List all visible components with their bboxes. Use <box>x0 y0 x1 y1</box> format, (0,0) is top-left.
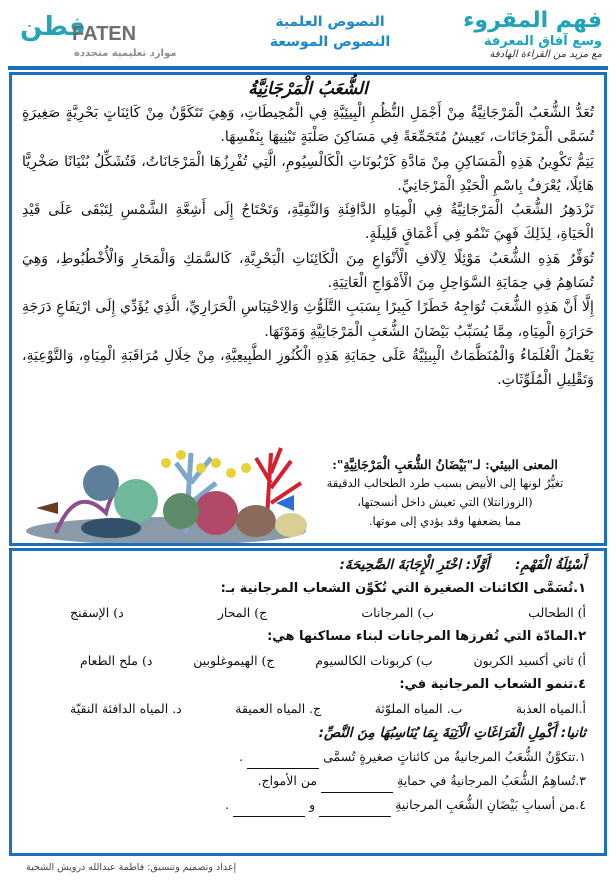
brand-block <box>463 8 602 60</box>
brand-subtitle: وسع آفاق المعرفة <box>483 34 602 49</box>
credits: إعداد وتصميم وتنسيق: فاطمة عبدالله درويش الشحية <box>26 862 237 873</box>
passage-title: الشُّعَبُ الْمَرْجَانِيَّةُ <box>248 79 368 99</box>
fill-item-3 <box>30 769 586 793</box>
answer-blank[interactable] <box>319 803 391 817</box>
fill-text: ١.تتكوَّنُ الشُّعَبُ المرجانيةُ من كائناتٍ صغيرةٍ تُسمَّى <box>323 749 586 764</box>
faten-logo <box>20 6 177 62</box>
paragraph: يَعْمَلُ الْعُلَمَاءُ وَالْمُنَظَّمَاتُ الْبِيئِيَّةُ عَلَى حِمَايَةِ هَذِهِ الْكُنُوزِ الطَّبِيعِيَّةِ، مِنْ خِلَالِ مُرَاقَبَةِ الْمِيَاهِ، وَالتَّوْعِيَةِ، وَتَقْلِيلِ الْمُلَوِّثَاتِ. <box>22 347 594 389</box>
paragraph: إِلَّا أَنَّ هَذِهِ الشُّعَبَ تُوَاجِهُ خَطَرًا كَبِيرًا بِسَبَبِ التَّلَوُّثِ وَالِاحْتِبَاسِ الْحَرَارِيِّ، الَّذِي يُؤَدِّي إِلَى ارْتِفَاعِ دَرَجَةِ حَرَارَةِ الْمِيَاهِ، مِمَّا يُسَبِّبُ بَيْضَانَ الشُّعَبِ الْمَرْجَانِيَّةِ وَمَوْتَهَا. <box>22 299 594 340</box>
option[interactable]: ج) الهيموغلوبين <box>193 653 275 668</box>
page-header <box>0 0 616 68</box>
passage-text <box>12 101 604 393</box>
option[interactable]: ب) كربونات الكالسيوم <box>315 653 433 668</box>
faten-logo-latin: FATEN <box>72 23 137 45</box>
options-q4 <box>30 697 586 721</box>
question-4: ٤.تنمو الشعاب المرجانية في: <box>399 677 586 692</box>
paragraph: تَزْدَهِرُ الشُّعَبُ الْمَرْجَانِيَّةُ فِي الْمِيَاهِ الدَّافِئَةِ وَالنَّقِيَّةِ، وَتَحْتَاجُ إِلَى أَشِعَّةِ الشَّمْسِ لِتَبْقَى عَلَى قَيْدِ الْحَيَاةِ، لِذَلِكَ فَهِيَ تَنْمُو فِي أَعْمَاقٍ قَلِيلَةٍ. <box>22 202 594 243</box>
options-q1 <box>30 601 586 625</box>
section-label: أَسْئِلَةُ الْفَهْمِ: <box>515 557 586 573</box>
option[interactable]: د. المياه الدافئة النقيّة <box>70 701 182 716</box>
option[interactable]: أ) الطحالب <box>528 605 586 620</box>
part2-label: ثانيا: أَكْمِلِ الْفَرَاغَاتِ الْآتِيَةَ بِمَا يُنَاسِبُهَا مِنَ النَّصِّ: <box>318 725 586 741</box>
answer-blank[interactable] <box>233 803 305 817</box>
meaning-line: تغيُّرُ لونها إلى الأبيض بسبب طرد الطحالب الدقيقة <box>326 476 564 490</box>
fill-item-4 <box>30 793 586 817</box>
fill-item-1 <box>30 745 586 769</box>
meaning-line: مما يضعفها وقد يؤدي إلى موتها. <box>368 514 522 528</box>
option[interactable]: ج) المحار <box>217 605 268 620</box>
fill-text: و <box>309 797 316 812</box>
header-divider <box>8 66 608 70</box>
question-1: ١.تُسَمَّى الكائنات الصغيرة التي تُكَوِّن الشعاب المرجانية بـ: <box>220 581 586 596</box>
answer-blank[interactable] <box>247 755 319 769</box>
fill-text: ٣.تُساهِمُ الشُّعَبُ المرجانيةُ في حمايةِ <box>397 773 586 788</box>
part1-label: أَوَّلًا: اخْتَرِ الْإِجَابَةَ الصَّحِيحَةَ: <box>339 557 490 573</box>
options-q2 <box>30 649 586 673</box>
faten-logo-sub: موارد تعليمية متجددة <box>74 48 177 59</box>
series-line-2: النصوص الموسعة <box>269 34 391 50</box>
environmental-meaning <box>300 455 590 531</box>
option[interactable]: ب. المياه الملوّثة <box>374 701 463 716</box>
series-line-1: النصوص العلمية <box>275 14 385 30</box>
questions-heading <box>30 553 586 577</box>
questions-box <box>9 548 607 856</box>
meaning-line: (الزوزانتلا) التي تعيش داخل أنسجتها، <box>357 495 533 509</box>
meaning-heading: المعنى البيئي: لـ"بَيْضَانُ الشُّعَبِ الْمَرْجَانِيَّةِ": <box>332 457 558 472</box>
answer-blank[interactable] <box>321 779 393 793</box>
fill-text: ٤.من أسبابِ بَيْضَانِ الشُّعَبِ المرجانيةِ <box>395 797 586 812</box>
option[interactable]: أ.المياه العذبة <box>515 701 586 716</box>
question-2: ٢.المادّة التي تُفرزها المرجانات لبناء مساكنها هي: <box>267 629 586 644</box>
coral-reef-illustration <box>16 443 326 543</box>
fill-text: من الأمواج. <box>257 773 318 788</box>
faten-logo-arabic: فطن <box>20 12 86 42</box>
option[interactable]: أ) ثاني أكسيد الكربون <box>473 653 586 668</box>
series-title <box>230 12 430 52</box>
option[interactable]: ج. المياه العميقة <box>235 701 322 716</box>
passage-box <box>9 72 607 546</box>
option[interactable]: د) الإسفنج <box>70 605 124 620</box>
fill-text: . <box>239 749 244 764</box>
brand-tagline: مع مزيد من القراءة الهادفة <box>489 49 602 60</box>
paragraph: تُوَفِّرُ هَذِهِ الشُّعَبُ مَوْئِلًا لِآلَافِ الْأَنْوَاعِ مِنَ الْكَائِنَاتِ الْبَحْرِيَّةِ، كَالسَّمَكِ وَالْمَحَارِ وَالْأُخْطُبُوطِ، وَهِيَ تُسَاهِمُ فِي حِمَايَةِ السَّوَاحِلِ مِنَ الْأَمْوَاجِ الْعَاتِيَةِ. <box>22 250 594 292</box>
option[interactable]: د) ملح الطعام <box>80 653 153 668</box>
brand-title: فهم المقروء <box>463 8 602 33</box>
fill-text: . <box>225 797 230 812</box>
paragraph: يَتِمُّ تَكْوِينُ هَذِهِ الْمَسَاكِنِ مِنْ مَادَّةِ كَرْبُونَاتِ الْكَالْسِيُومِ، الَّتِي تُفْرِزُهَا الْمَرْجَانَاتُ، فَتُشَكِّلُ بُنْيَانًا صَخْرِيًّا هَائِلًا، يُعْرَفُ بِاسْمِ الْحَيْدِ الْمَرْجَانِيِّ. <box>22 153 594 194</box>
paragraph: تُعَدُّ الشُّعَبُ الْمَرْجَانِيَّةُ مِنْ أَجْمَلِ النُّظُمِ الْبِيئِيَّةِ فِي الْمُحِيطَاتِ، وَهِيَ تَتَكَوَّنُ مِنْ كَائِنَاتٍ بَحْرِيَّةٍ صَغِيرَةٍ تُسَمَّى الْمَرْجَانَات، تَعِيشُ مُتَجَمِّعَةً فِي مَسَاكِنَ صَلْبَةٍ تَبْنِيهَا بِنَفْسِهَا. <box>22 105 594 146</box>
option[interactable]: ب) المرجانات <box>361 605 434 620</box>
